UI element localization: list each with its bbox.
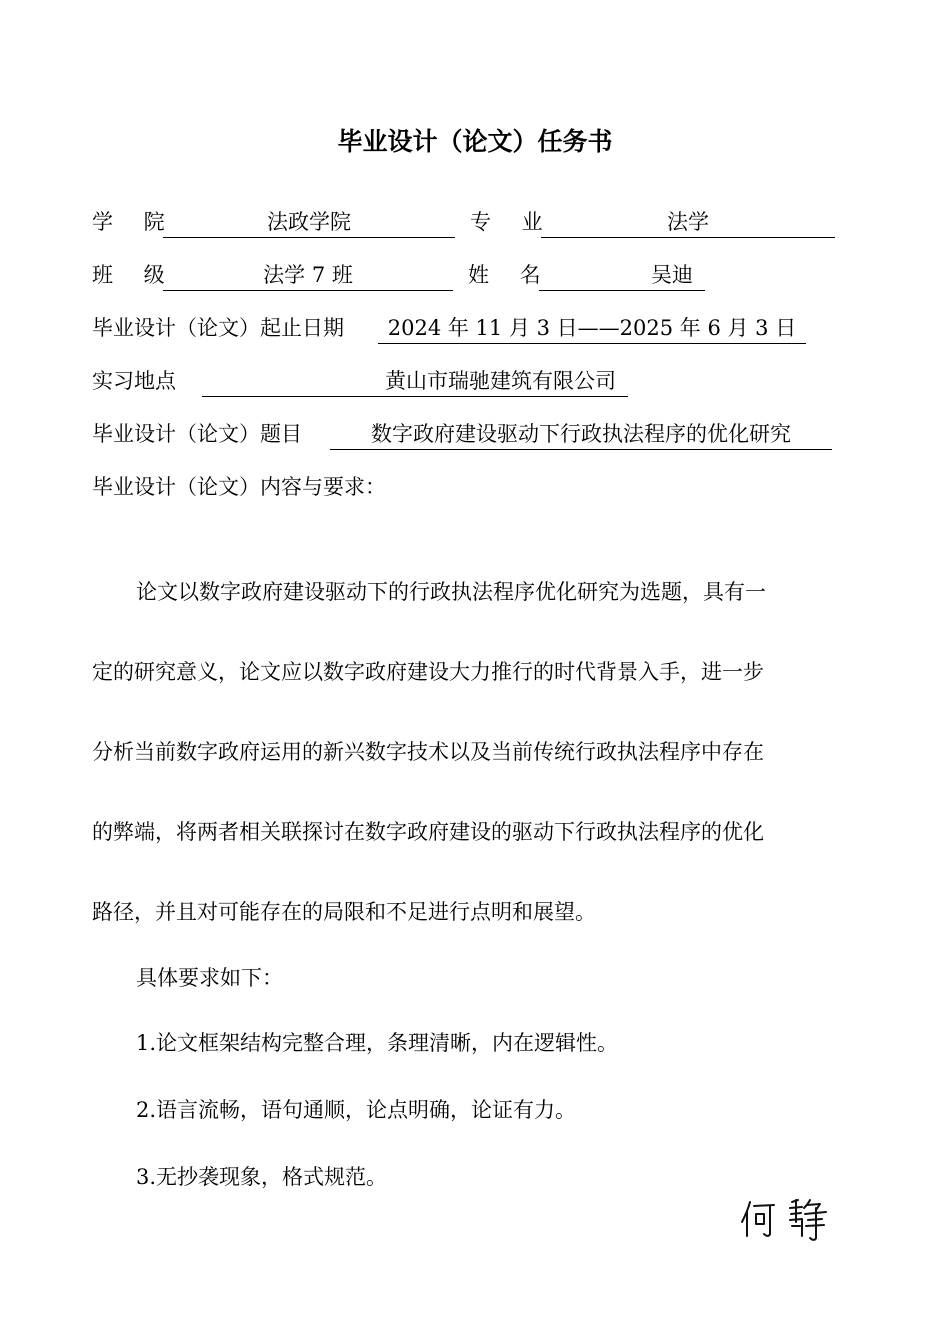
handwritten-signature xyxy=(740,1196,835,1246)
body-line-3: 分析当前数字政府运用的新兴数字技术以及当前传统行政执法程序中存在 xyxy=(92,740,764,764)
dates-label: 毕业设计（论文）起止日期 xyxy=(92,316,344,340)
college-field: 法政学院 xyxy=(163,207,455,238)
student-name-field xyxy=(539,260,705,291)
location-value: 黄山市瑞驰建筑有限公司 xyxy=(385,369,616,393)
body-line-2: 定的研究意义，论文应以数字政府建设大力推行的时代背景入手，进一步 xyxy=(92,660,764,684)
body-line-5: 路径，并且对可能存在的局限和不足进行点明和展望。 xyxy=(92,900,596,924)
dates-field: 2024 年 11 月 3 日——2025 年 6 月 3 日 xyxy=(378,313,806,344)
topic-label: 毕业设计（论文）题目 xyxy=(92,422,302,446)
student-name-label: 姓 名 xyxy=(468,263,553,287)
major-field: 法学 xyxy=(541,207,835,238)
location-label: 实习地点 xyxy=(92,369,176,393)
class-label: 班 级 xyxy=(92,263,177,287)
body-line-1: 论文以数字政府建设驱动下的行政执法程序优化研究为选题，具有一 xyxy=(136,580,766,604)
document-title: 毕业设计（论文）任务书 xyxy=(337,127,613,156)
requirement-item-2: 2.语言流畅，语句通顺，论点明确，论证有力。 xyxy=(136,1098,577,1122)
requirement-item-3: 3.无抄袭现象，格式规范。 xyxy=(136,1165,388,1189)
location-field xyxy=(202,366,628,397)
content-requirements-label: 毕业设计（论文）内容与要求： xyxy=(92,475,386,499)
body-line-4: 的弊端，将两者相关联探讨在数字政府建设的驱动下行政执法程序的优化 xyxy=(92,820,764,844)
major-label: 专 业 xyxy=(470,210,555,234)
student-name-value: 吴迪 xyxy=(651,263,693,287)
college-label: 学 院 xyxy=(92,210,177,234)
requirement-item-1: 1.论文框架结构完整合理，条理清晰，内在逻辑性。 xyxy=(136,1031,619,1055)
requirements-intro: 具体要求如下： xyxy=(136,966,283,990)
class-field: 法学 7 班 xyxy=(163,260,453,291)
topic-field: 数字政府建设驱动下行政执法程序的优化研究 xyxy=(330,419,832,450)
